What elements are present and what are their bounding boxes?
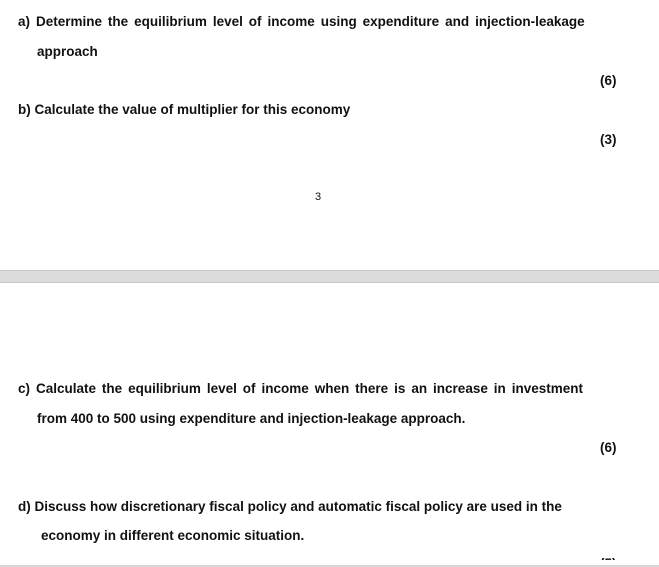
question-d-line-1: d) Discuss how discretionary fiscal policy and automatic fiscal policy are used in the [18,499,562,514]
question-d-line-2: economy in different economic situation. [41,528,305,543]
question-c-marks: (6) [600,440,617,455]
question-c-line-2: from 400 to 500 using expenditure and injection-leakage approach. [37,411,466,426]
question-a-line-2: approach [37,44,98,59]
page-3 [0,0,659,270]
page-number: 3 [315,191,322,203]
question-c-line-1: c) Calculate the equilibrium level of income when there is an increase in investment [18,381,584,396]
question-a-line-1: a) Determine the equilibrium level of income using expenditure and injection-leakage [18,14,585,29]
question-b-marks: (3) [600,132,617,147]
page-4 [0,283,659,567]
question-a-marks: (6) [600,73,617,88]
page-separator [0,270,659,283]
question-b-line-1: b) Calculate the value of multiplier for this economy [18,102,351,117]
